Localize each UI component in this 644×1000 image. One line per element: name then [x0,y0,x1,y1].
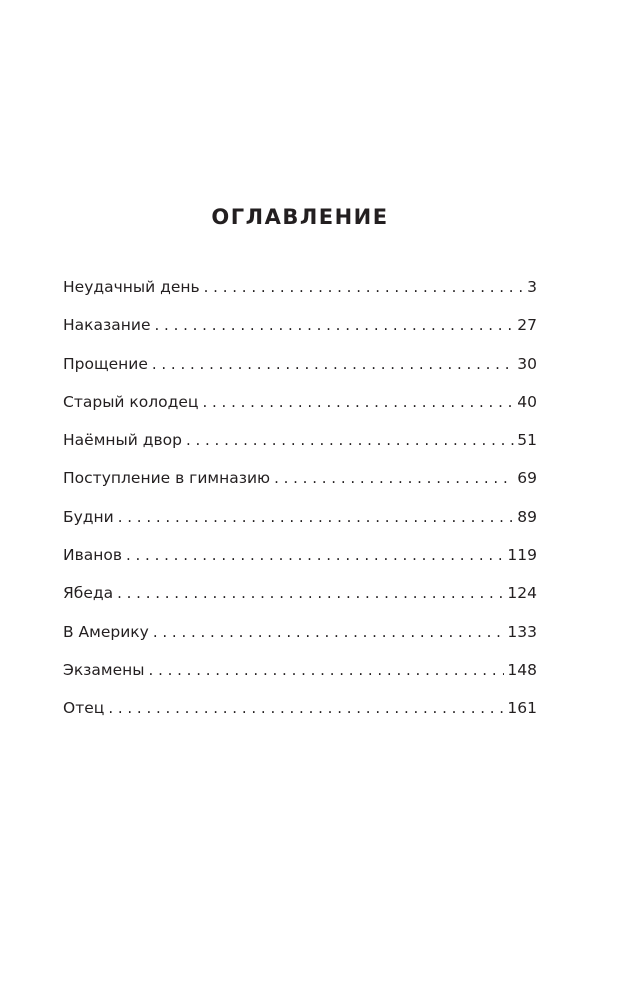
toc-entry [63,544,537,582]
toc-entry-page: 51 [517,431,537,450]
dot-leader [117,582,504,604]
dot-leader [126,544,504,566]
toc-entry-page: 161 [507,699,537,718]
toc-entry [63,276,537,314]
toc-entry-page: 133 [507,622,537,641]
toc-entry [63,467,537,505]
toc-entry-page: 40 [517,392,537,411]
dot-leader [118,506,515,528]
toc-entry-page: 69 [517,469,537,488]
toc-entry-page: 27 [517,316,537,335]
toc-entry [63,391,537,429]
dot-leader [149,659,505,681]
toc-entry-title: Неудачный день [63,278,200,296]
toc-entry-title: Ябеда [63,584,114,603]
toc-entry [63,353,537,391]
toc-entry-title: Наказание [63,316,151,335]
toc-entry-page: 124 [507,584,537,603]
dot-leader [274,467,514,489]
toc-title: ОГЛАВЛЕНИЕ [211,205,389,229]
toc-entry-page: 3 [527,278,537,296]
toc-entry-title: Иванов [63,546,122,565]
toc-entry-title: В Америку [63,622,149,641]
toc-list [63,276,537,736]
toc-entry-page: 89 [517,507,537,526]
toc-entry-title: Будни [63,507,114,526]
dot-leader [153,621,505,643]
toc-entry-page: 148 [507,660,537,679]
toc-entry [63,429,537,467]
toc-entry-title: Отец [63,699,105,718]
toc-entry [63,659,537,697]
dot-leader [204,276,524,298]
toc-entry-page: 119 [507,546,537,565]
toc-entry [63,582,537,620]
dot-leader [186,429,514,451]
toc-entry-title: Прощение [63,354,148,373]
dot-leader [202,391,514,413]
dot-leader [108,697,504,719]
toc-entry-title: Поступление в гимназию [63,469,271,488]
toc-entry [63,314,537,352]
toc-entry-page: 30 [517,354,537,373]
toc-entry-title: Экзамены [63,660,145,679]
dot-leader [155,314,515,336]
dot-leader [152,353,514,375]
toc-entry-title: Наёмный двор [63,431,182,450]
toc-entry [63,621,537,659]
toc-entry [63,697,537,735]
toc-entry [63,506,537,544]
toc-entry-title: Старый колодец [63,392,199,411]
